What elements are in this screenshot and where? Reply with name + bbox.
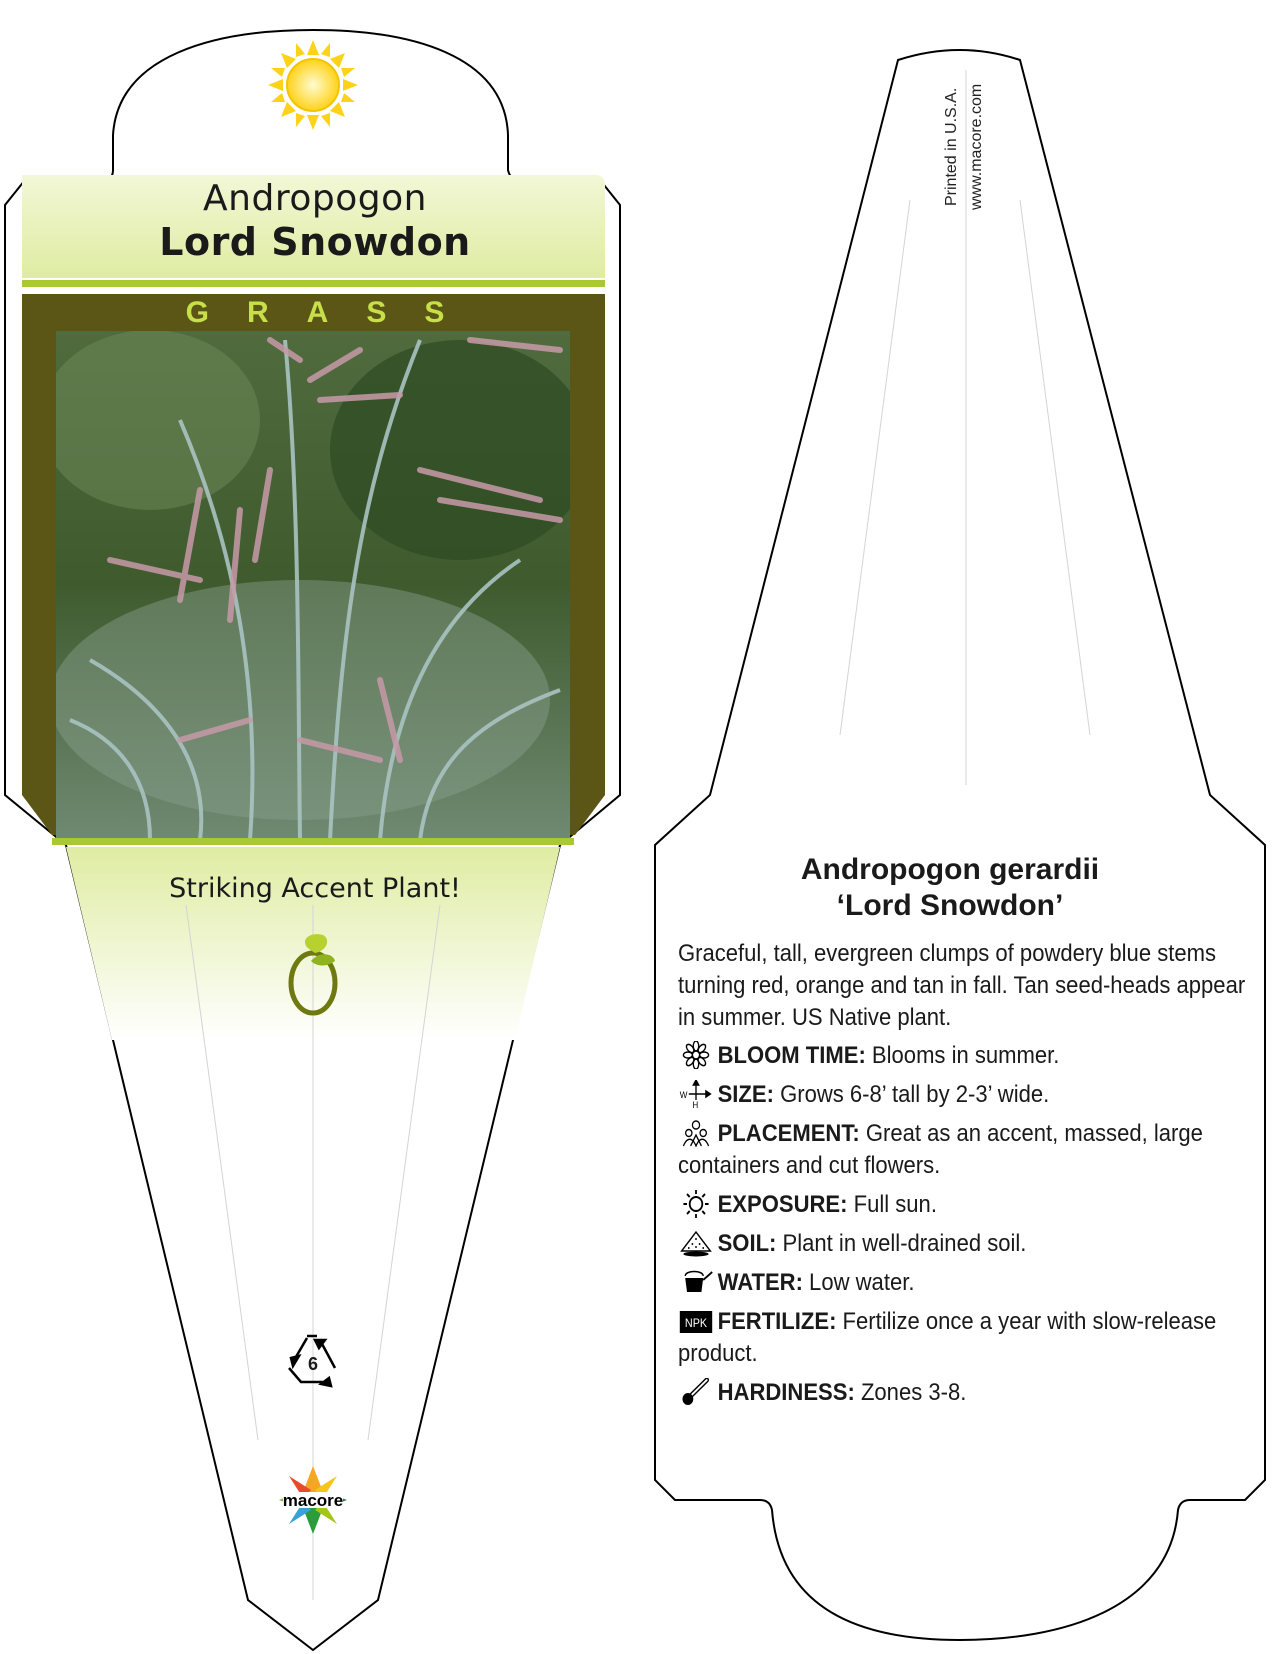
recycle-number: 6: [307, 1354, 318, 1374]
front-bottom-band: [52, 838, 574, 845]
size-h-letter: H: [692, 1099, 699, 1108]
sun-exposure-icon: [268, 40, 358, 130]
back-title: [660, 852, 1240, 924]
soil-icon: [678, 1229, 714, 1257]
size-w-letter: W: [679, 1089, 688, 1101]
attr-label: HARDINESS:: [717, 1379, 855, 1406]
plant-category: GRASS: [185, 296, 483, 329]
attr-hardiness: [678, 1377, 1263, 1409]
npk-text: NPK: [684, 1317, 708, 1331]
attr-bloom-time: [678, 1040, 1263, 1072]
back-body: [678, 938, 1263, 1416]
attr-label: PLACEMENT:: [717, 1120, 860, 1147]
attr-value: Plant in well-drained soil.: [776, 1230, 1027, 1257]
attr-size: [678, 1079, 1263, 1111]
size-arrows-icon: [678, 1080, 714, 1108]
sun-icon: [678, 1190, 714, 1218]
attr-water: [678, 1267, 1263, 1299]
attr-soil: [678, 1228, 1263, 1260]
website: www.macore.com: [968, 83, 985, 210]
grass-photo: [40, 330, 590, 840]
attr-fertilize: [678, 1306, 1263, 1370]
attr-value: Fertilize once a year with slow-release product.: [678, 1308, 1217, 1367]
thermometer-icon: [678, 1378, 714, 1406]
attr-value: Low water.: [802, 1269, 915, 1296]
attr-label: SOIL:: [717, 1230, 777, 1257]
attr-label: FERTILIZE:: [717, 1308, 837, 1335]
attr-placement: [678, 1118, 1263, 1182]
attr-label: WATER:: [717, 1269, 803, 1296]
front-cultivar-title: Lord Snowdon: [159, 220, 471, 264]
front-tagline: Striking Accent Plant!: [169, 873, 461, 904]
attr-label: EXPOSURE:: [717, 1191, 848, 1218]
attr-label: SIZE:: [717, 1081, 774, 1108]
attr-value: Great as an accent, massed, large containers and cut flowers.: [678, 1120, 1203, 1179]
attr-exposure: [678, 1189, 1263, 1221]
plant-description: Graceful, tall, evergreen clumps of powdery blue stems turning red, orange and tan in fall. Tan seed-heads appear in summer. US Native plant.: [678, 940, 1246, 1031]
printed-in-usa: Printed in U.S.A.: [943, 87, 960, 206]
placement-icon: [678, 1119, 714, 1147]
attr-value: Full sun.: [847, 1191, 937, 1218]
back-title-cultivar: ‘Lord Snowdon’: [836, 889, 1064, 922]
attr-label: BLOOM TIME:: [717, 1042, 866, 1069]
front-title-band: [22, 280, 605, 287]
front-genus-title: Andropogon: [203, 178, 427, 219]
attr-value: Blooms in summer.: [865, 1042, 1060, 1069]
attr-value: Grows 6-8’ tall by 2-3’ wide.: [773, 1081, 1050, 1108]
back-title-species: Andropogon gerardii: [800, 853, 1100, 886]
watering-can-icon: [678, 1268, 714, 1296]
npk-icon: [678, 1307, 714, 1335]
svg-text:macore: macore: [282, 1491, 344, 1510]
macore-logo: [279, 1466, 347, 1534]
attr-value: Zones 3-8.: [854, 1379, 967, 1406]
flower-icon: [678, 1041, 714, 1069]
